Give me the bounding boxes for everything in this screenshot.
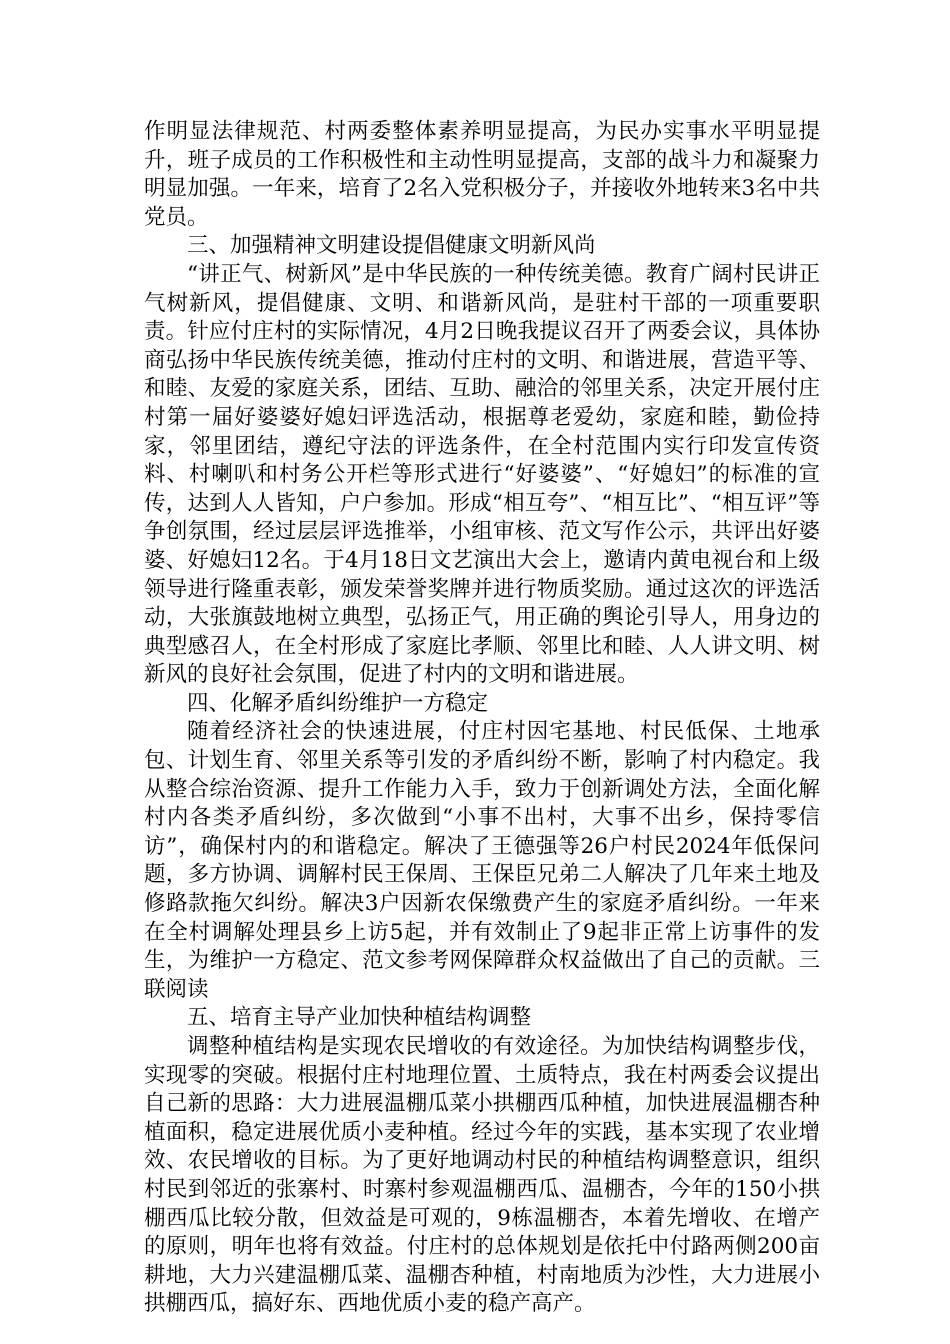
paragraph-planting-structure: 调整种植结构是实现农民增收的有效途径。为加快结构调整步伐，实现零的突破。根据付庄村地理位置、土质特点，我在村两委会议提出自己新的思路：大力进展温棚瓜菜小拱棚西瓜种植，加快进展温棚杏种植面积，稳定进展优质小麦种植。经过今年的实践，基本实现了农业增效、农民增收的目标。为了更好地调动村民的种植结构调整意识，组织村民到邻近的张寨村、时寨村参观温棚西瓜、温棚杏，今年的150小拱棚西瓜比较分散，但效益是可观的，9栋温棚杏，本着先增收、在增产的原则，明年也将有效益。付庄村的总体规划是依托中付路两侧200亩耕地，大力兴建温棚瓜菜、温棚杏种植，村南地质为沙性，大力进展小拱棚西瓜，搞好东、西地优质小麦的稳产高产。: [144, 1034, 820, 1317]
document-page: [144, 118, 820, 1319]
paragraph-dispute-resolution: 随着经济社会的快速进展，付庄村因宅基地、村民低保、土地承包、计划生育、邻里关系等引发的矛盾纠纷不断，影响了村内稳定。我从整合综治资源、提升工作能力入手，致力于创新调处方法，全面化解村内各类矛盾纠纷，多次做到“小事不出村，大事不出乡，保持零信访”，确保村内的和谐稳定。解决了王德强等26户村民2024年低保问题，多方协调、调解村民王保周、王保臣兄弟二人解决了几年来土地及修路款拖欠纠纷。解决3户因新农保缴费产生的家庭矛盾纠纷。一年来在全村调解处理县乡上访5起，并有效制止了9起非正常上访事件的发生，为维护一方稳定、范文参考网保障群众权益做出了自己的贡献。三联阅读: [144, 719, 820, 1002]
paragraph-spiritual-civilization: “讲正气、树新风”是中华民族的一种传统美德。教育广阔村民讲正气树新风，提倡健康、文明、和谐新风尚，是驻村干部的一项重要职责。针应付庄村的实际情况，4月2日晚我提议召开了两委会议，具体协商弘扬中华民族传统美德，推动付庄村的文明、和谐进展，营造平等、和睦、友爱的家庭关系，团结、互助、融洽的邻里关系，决定开展付庄村第一届好婆婆好媳妇评选活动，根据尊老爱幼，家庭和睦，勤俭持家，邻里团结，遵纪守法的评选条件，在全村范围内实行印发宣传资料、村喇叭和村务公开栏等形式进行“好婆婆”、“好媳妇”的标准的宣传，达到人人皆知，户户参加。形成“相互夸”、“相互比”、“相互评”等争创氛围，经过层层评选推举，小组审核、范文写作公示，共评出好婆婆、好媳妇12名。于4月18日文艺演出大会上，邀请内黄电视台和上级领导进行隆重表彰，颁发荣誉奖牌并进行物质奖励。通过这次的评选活动，大张旗鼓地树立典型，弘扬正气，用正确的舆论引导人，用身边的典型感召人，在全村形成了家庭比孝顺、邻里比和睦、人人讲文明、树新风的良好社会氛围，促进了村内的文明和谐进展。: [144, 261, 820, 688]
section-heading-dispute-resolution: 四、化解矛盾纠纷维护一方稳定: [187, 690, 489, 716]
section-heading-planting-structure: 五、培育主导产业加快种植结构调整: [187, 1005, 532, 1031]
section-heading-spiritual-civilization: 三、加强精神文明建设提倡健康文明新风尚: [187, 233, 596, 259]
paragraph-party-building-tail: 作明显法律规范、村两委整体素养明显提高，为民办实事水平明显提升，班子成员的工作积极性和主动性明显提高，支部的战斗力和凝聚力明显加强。一年来，培育了2名入党积极分子，并接收外地转来3名中共党员。: [144, 119, 820, 230]
